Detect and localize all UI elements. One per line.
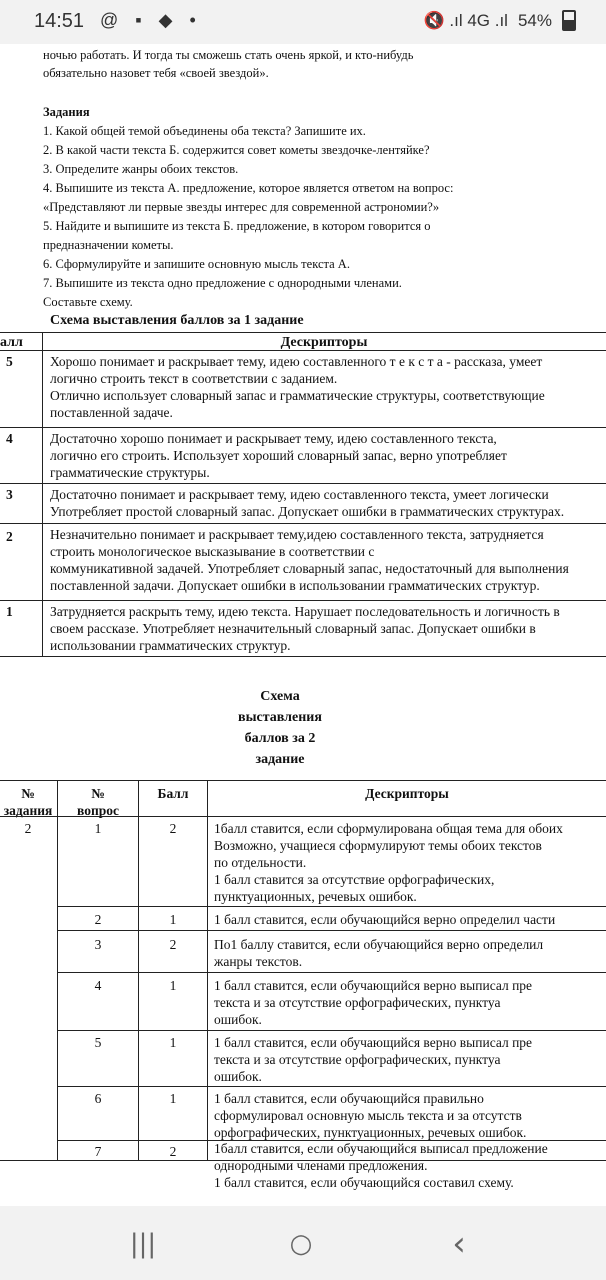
task-line: предназначении кометы. [43,238,174,252]
task-line: 4. Выпишите из текста А. предложение, которое является ответом на вопрос: [43,181,454,195]
table2-score: 2 [169,937,177,952]
back-button[interactable]: ‹ [452,1224,466,1264]
table1-rule [0,656,606,657]
task-line: 5. Найдите и выпишите из текста Б. предложение, в котором говорится о [43,219,431,233]
table2-title-line: баллов за 2 [244,731,316,746]
table2-descriptor: 1 балл ставится, если обучающийся верно выписал пре текста и за отсутствие орфографических, пунктуа ошибок. [214,1035,533,1084]
table1-rule [0,523,606,524]
table1-score: 4 [6,431,13,446]
table2-task-no: 2 [24,821,32,836]
table1-score: 2 [6,529,13,544]
table2-descriptor: 1 балл ставится, если обучающийся правильно сформулировал основную мысль текста и за отсутств орфографических, пунктуационных, речевых ошибок. [214,1091,527,1140]
table2-title-line: Схема [260,689,300,704]
table2-descriptor: По1 баллу ставится, если обучающийся верно определил жанры текстов. [214,937,544,969]
status-time: 14:51 [34,10,85,32]
battery-percent: 54% [517,10,552,30]
document-page[interactable] [0,44,606,1206]
table2-score: 1 [169,912,177,927]
table1-descriptor: Хорошо понимает и раскрывает тему, идею составленного т е к с т а - рассказа, умеет логично строить текст в соответствии с заданием. Отлично использует словарный запас и грамматические структуры, соответствующие поставленной задаче. [50,354,545,420]
table1-header-desc: Дескрипторы [280,335,368,350]
table2-score: 2 [169,821,177,836]
table2-descriptor: 1балл ставится, если обучающийся выписал предложение однородными членами предложения. 1 балл ставится, если обучающийся составил схему. [214,1141,548,1190]
task-line: 1. Какой общей темой объединены оба текста? Запишите их. [43,124,366,138]
table1-score: 1 [6,604,13,619]
table2-question: 7 [94,1144,102,1159]
table2-question: 6 [94,1091,102,1106]
table2-descriptor: 1балл ставится, если сформулирована общая тема для обоих Возможно, учащиеся сформулируют темы обоих текстов по отдельности. 1 балл ставится за отсутствие орфографических, пунктуационных, речевых ошибок. [214,821,563,904]
table2-rule [0,780,606,781]
notification-icons: @ ▪ ◆ • [100,10,202,30]
table1-descriptor: Незначительно понимает и раскрывает тему,идею составленного текста, затрудняется строить монологическое высказывание в соответствии с коммуникативной задачей. Употребляет словарный запас, недостаточный для выполнения поставленной задачи. Допускает ошибки в использовании грамматических структур. [50,527,569,593]
table2-descriptor: 1 балл ставится, если обучающийся верно выписал пре текста и за отсутствие орфографических, пунктуа ошибок. [214,978,533,1027]
tasks-title: Задания [43,105,90,119]
table2-header-question: № вопрос [77,786,119,818]
table2-rule [57,930,606,931]
status-bar [0,0,606,44]
table2-score: 1 [169,978,177,993]
table1-rule [0,600,606,601]
task-line: 2. В какой части текста Б. содержится совет кометы звездочке-лентяйке? [43,143,430,157]
table2-header-task: № задания [3,786,53,818]
table1-descriptor: Достаточно понимает и раскрывает тему, идею составленного текста, умеет логически Употребляет простой словарный запас. Допускает ошибки в грамматических структурах. [50,487,565,519]
table2-descriptor: 1 балл ставится, если обучающийся верно определил части [214,912,556,927]
table2-rule [57,972,606,973]
table2-col-divider [207,780,208,1160]
table2-question: 4 [94,978,102,993]
table2-question: 5 [94,1035,102,1050]
table1-col-divider [42,332,43,656]
battery-icon [562,10,576,31]
table1-rule [0,427,606,428]
table2-header-score: Балл [157,786,189,801]
table1-descriptor: Достаточно хорошо понимает и раскрывает тему, идею составленного текста, логично его строить. Использует хороший словарный запас, верно употребляет грамматические структуры. [50,431,507,480]
table2-header-desc: Дескрипторы [365,786,449,801]
recent-apps-button[interactable]: ||| [129,1229,157,1259]
table1-rule [0,483,606,484]
navigation-bar [0,1206,606,1280]
task-line: Составьте схему. [43,295,133,309]
table1-rule [0,332,606,333]
table1-descriptor: Затрудняется раскрыть тему, идею текста. Нарушает последовательность и логичность в своем рассказе. Употребляет незначительный словарный запас. Допускает ошибки в использовании грамматических структур. [50,604,560,653]
task-line: «Представляют ли первые звезды интерес для современной астрономии?» [43,200,440,214]
table2-score: 1 [169,1091,177,1106]
intro-line-1: ночью работать. И тогда ты сможешь стать очень яркой, и кто-нибудь [43,48,414,62]
signal-icons: 🔇 .ıl 4G .ıl [423,10,508,30]
table1-score: 3 [6,487,13,502]
task-line: 3. Определите жанры обоих текстов. [43,162,239,176]
table1-score: 5 [6,354,13,369]
table2-score: 1 [169,1035,177,1050]
table2-question: 3 [94,937,102,952]
intro-line-2: обязательно назовет тебя «своей звездой». [43,66,269,80]
home-button[interactable]: ○ [289,1229,313,1259]
table2-title-line: выставления [238,710,322,725]
table2-rule [57,1030,606,1031]
table2-title-line: задание [255,752,305,767]
table2-rule [0,1160,606,1161]
table2-rule [57,906,606,907]
table1-header-score: алл [0,335,23,350]
table2-rule [57,1086,606,1087]
table1-title: Схема выставления баллов за 1 задание [50,313,304,328]
table2-question: 1 [94,821,102,836]
table2-rule [0,816,606,817]
task-line: 6. Сформулируйте и запишите основную мысль текста А. [43,257,350,271]
table1-rule [0,350,606,351]
table2-score: 2 [169,1144,177,1159]
status-right [424,10,577,31]
task-line: 7. Выпишите из текста одно предложение с однородными членами. [43,276,402,290]
table2-question: 2 [94,912,102,927]
